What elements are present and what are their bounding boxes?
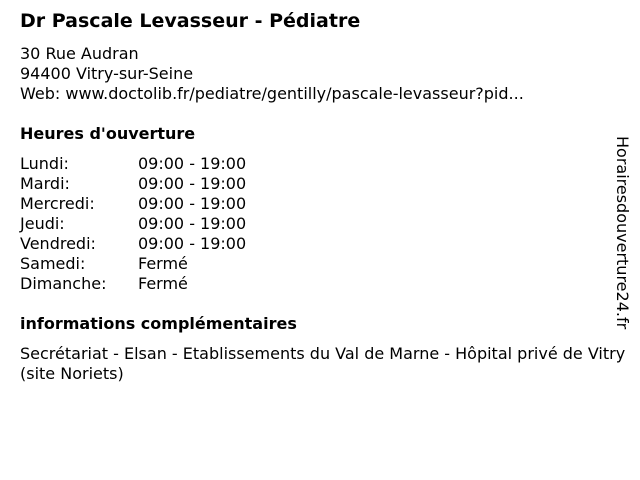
hours-time: Fermé [138, 274, 188, 293]
hours-time: 09:00 - 19:00 [138, 194, 247, 213]
additional-info-heading: informations complémentaires [20, 314, 297, 333]
page-title: Dr Pascale Levasseur - Pédiatre [20, 10, 361, 32]
address-street: 30 Rue Audran [20, 44, 139, 63]
hours-time: 09:00 - 19:00 [138, 214, 247, 233]
hours-day: Vendredi: [20, 234, 96, 253]
opening-hours-heading: Heures d'ouverture [20, 124, 196, 143]
address-city: 94400 Vitry-sur-Seine [20, 64, 194, 83]
hours-day: Mercredi: [20, 194, 95, 213]
address-block [20, 44, 524, 104]
hours-time: 09:00 - 19:00 [138, 234, 247, 253]
hours-day: Samedi: [20, 254, 86, 273]
hours-time: Fermé [138, 254, 188, 273]
hours-day: Mardi: [20, 174, 70, 193]
hours-day: Lundi: [20, 154, 69, 173]
hours-time: 09:00 - 19:00 [138, 154, 247, 173]
additional-info-text: Secrétariat - Elsan - Etablissements du Val de Marne - Hôpital privé de Vitry (site Noriets) [20, 344, 626, 383]
hours-day: Dimanche: [20, 274, 107, 293]
hours-time: 09:00 - 19:00 [138, 174, 247, 193]
hours-day: Jeudi: [20, 214, 65, 233]
site-watermark: Horairesdouverture24.fr [613, 136, 632, 330]
address-web: Web: www.doctolib.fr/pediatre/gentilly/pascale-levasseur?pid... [20, 84, 524, 103]
